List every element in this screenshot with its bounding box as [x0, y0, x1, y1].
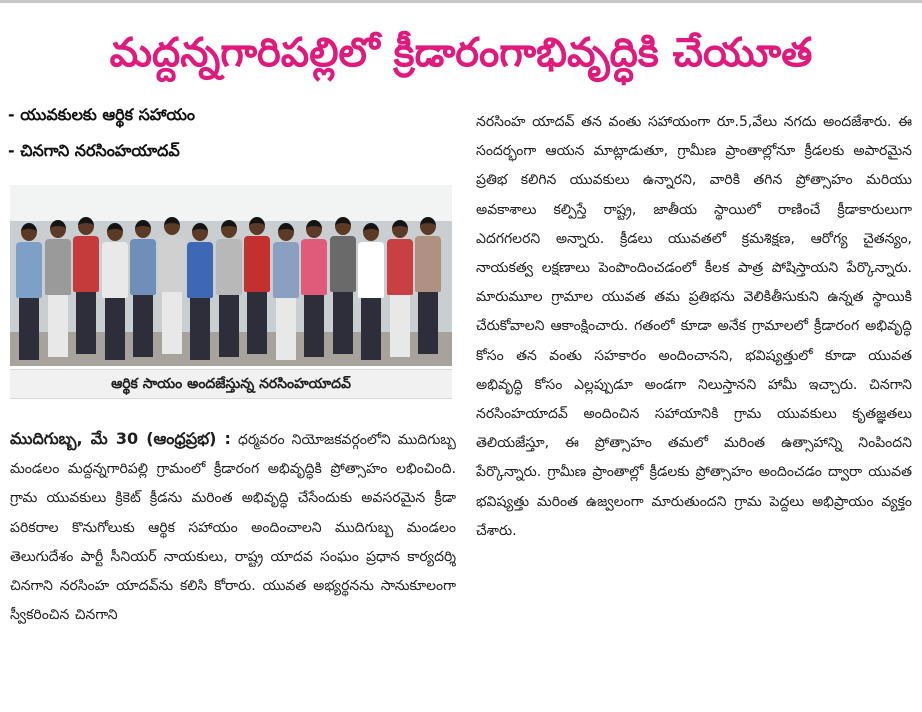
bullet-point: - యువకులకు ఆర్థిక సహాయం: [8, 105, 196, 124]
photo-person: [73, 217, 99, 354]
photo-person: [187, 223, 213, 360]
headline: మద్దన్నగారిపల్లిలో క్రీడారంగాభివృద్ధికి చేయూత: [109, 30, 813, 76]
article-paragraph: [10, 424, 456, 630]
subheading-bullets: [8, 104, 458, 176]
news-photo: [10, 185, 452, 366]
photo-person: [216, 220, 242, 357]
article-body-left: ధర్మవరం నియోజకవర్గంలోని ముదిగుబ్బ మండలం మద్దన్నగారిపల్లి గ్రామంలో క్రీడారంగ అభివృద్ధికి ప్రోత్సాహం లభించింది. గ్రామ యువకులు క్రికెట్ క్రీడను మరింత అభివృద్ధి చేసేందుకు అవసరమైన క్రీడా పరికరాల కొనుగోలుకు ఆర్థిక సహాయం అందించాలని ముదిగుబ్బ మండలం తెలుగుదేశం పార్టీ సీనియర్ నాయకులు, రాష్ట్ర యాదవ సంఘం ప్రధాన కార్యదర్శి చినగాని నరసింహ యాదవ్‌ను కలిసి కోరారు. యువత అభ్యర్థనను సానుకూలంగా స్వీకరించిన చినగాని: [10, 432, 456, 624]
photo-person: [301, 220, 327, 357]
photo-person: [415, 217, 441, 354]
article-column-right: [476, 108, 912, 546]
photo-caption: ఆర్థిక సాయం అందజేస్తున్న నరసింహయాదవ్: [10, 369, 452, 399]
photo-person: [102, 223, 128, 360]
top-border-rule: [0, 0, 922, 3]
dateline: ముదిగుబ్బ, మే 30 (ఆంధ్రప్రభ) :: [10, 429, 231, 448]
photo-person: [358, 223, 384, 360]
photo-person: [330, 217, 356, 354]
photo-person: [16, 223, 42, 360]
photo-person: [244, 217, 270, 354]
photo-person: [45, 220, 71, 357]
photo-person: [130, 220, 156, 357]
article-column-left: [10, 424, 456, 630]
photo-person: [387, 220, 413, 357]
article-body-right: నరసింహ యాదవ్ తన వంతు సహాయంగా రూ.5,వేలు నగదు అందజేశారు. ఈ సందర్భంగా ఆయన మాట్లాడుతూ, గ్రామీణ ప్రాంతాల్లోనూ క్రీడలకు అపారమైన ప్రతిభ కలిగిన యువకులు ఉన్నారని, వారికి తగిన ప్రోత్సాహం మరియు అవకాశాలు కల్పిస్తే రాష్ట్ర, జాతీయ స్థాయిలో రాణించే క్రీడాకారులుగా ఎదగగలరని అన్నారు. క్రీడలు యువతలో క్రమశిక్షణ, ఆరోగ్య చైతన్యం, నాయకత్వ లక్షణాలు పెంపొందించడంలో కీలక పాత్ర పోషిస్తాయని పేర్కొన్నారు. మారుమూల గ్రామాల యువత తమ ప్రతిభను వెలికితీసుకుని ఉన్నత స్థాయికి చేరుకోవాలని ఆకాంక్షించారు. గతంలో కూడా అనేక గ్రామాలలో క్రీడారంగ అభివృద్ధి కోసం తన వంతు సహకారం అందించానని, భవిష్యత్తులో కూడా యువత అభివృద్ధి కోసం ఎల్లప్పుడూ అండగా నిలుస్తానని హామీ ఇచ్చారు. చినగాని నరసింహయాదవ్ అందించిన సహాయానికి గ్రామ యువకులు కృతజ్ఞతలు తెలియజేస్తూ, ఈ ప్రోత్సాహం తమలో మరింత ఉత్సాహాన్ని నింపిందని పేర్కొన్నారు. గ్రామీణ ప్రాంతాల్లో క్రీడలకు ప్రోత్సాహం అందించడం ద్వారా యువత భవిష్యత్తు మరింత ఉజ్వలంగా మారుతుందని గ్రామ పెద్దలు అభిప్రాయం వ్యక్తం చేశారు.: [476, 114, 912, 539]
photo-person: [159, 217, 185, 354]
photo-person: [273, 223, 299, 360]
bullet-point: - చినగాని నరసింహయాదవ్: [8, 141, 180, 160]
